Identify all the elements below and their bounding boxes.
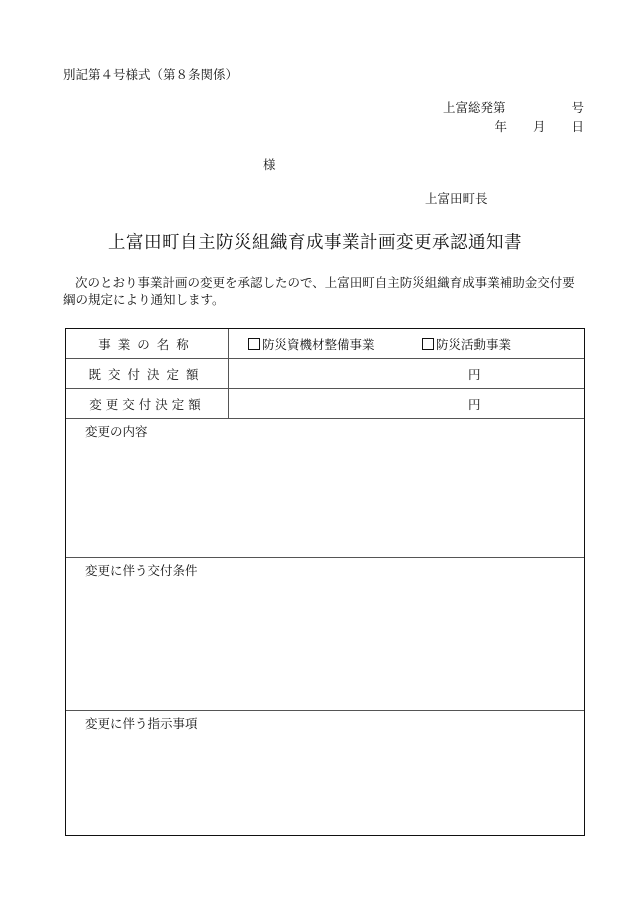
project-name-options (228, 329, 584, 358)
document-title: 上富田町自主防災組織育成事業計画変更承認通知書 (108, 233, 522, 253)
checkbox-icon[interactable] (248, 338, 260, 350)
option-activity[interactable] (422, 335, 511, 353)
checkbox-icon[interactable] (422, 338, 434, 350)
existing-amount-value (228, 359, 584, 388)
addressee: 様 (263, 157, 276, 172)
form-label: 別記第４号様式（第８条関係） (63, 67, 239, 82)
form-table (65, 328, 585, 836)
changed-amount-label: 変更交付決定額 (66, 389, 229, 418)
body-text: 次のとおり事業計画の変更を承認したので、上富田町自主防災組織育成事業補助金交付要綱の規定により通知します。 (63, 275, 575, 307)
date-year: 年 (494, 119, 507, 134)
date-day: 日 (571, 119, 584, 134)
changed-amount-row (66, 389, 584, 419)
project-name-row (66, 329, 584, 359)
change-content-section (66, 419, 584, 558)
document-number (443, 98, 584, 116)
option-activity-label: 防災活動事業 (436, 336, 512, 352)
document-number-prefix: 上富総発第 (442, 100, 506, 115)
existing-amount-label: 既交付決定額 (66, 359, 229, 388)
date-month: 月 (532, 119, 546, 134)
date-line (494, 117, 584, 135)
option-equipment[interactable] (248, 335, 375, 353)
changed-amount-unit: 円 (468, 396, 481, 412)
change-instructions-section (66, 711, 584, 834)
document-number-suffix: 号 (571, 100, 584, 115)
changed-amount-value (228, 389, 584, 418)
change-instructions-label: 変更に伴う指示事項 (85, 716, 198, 731)
issuer: 上富田町長 (425, 191, 488, 206)
project-name-label: 事業の名称 (66, 329, 229, 358)
change-content-label: 変更の内容 (85, 424, 148, 439)
existing-amount-row (66, 359, 584, 389)
change-conditions-section (66, 558, 584, 711)
existing-amount-unit: 円 (468, 366, 481, 382)
option-equipment-label: 防災資機材整備事業 (262, 336, 375, 352)
change-conditions-label: 変更に伴う交付条件 (85, 563, 198, 578)
